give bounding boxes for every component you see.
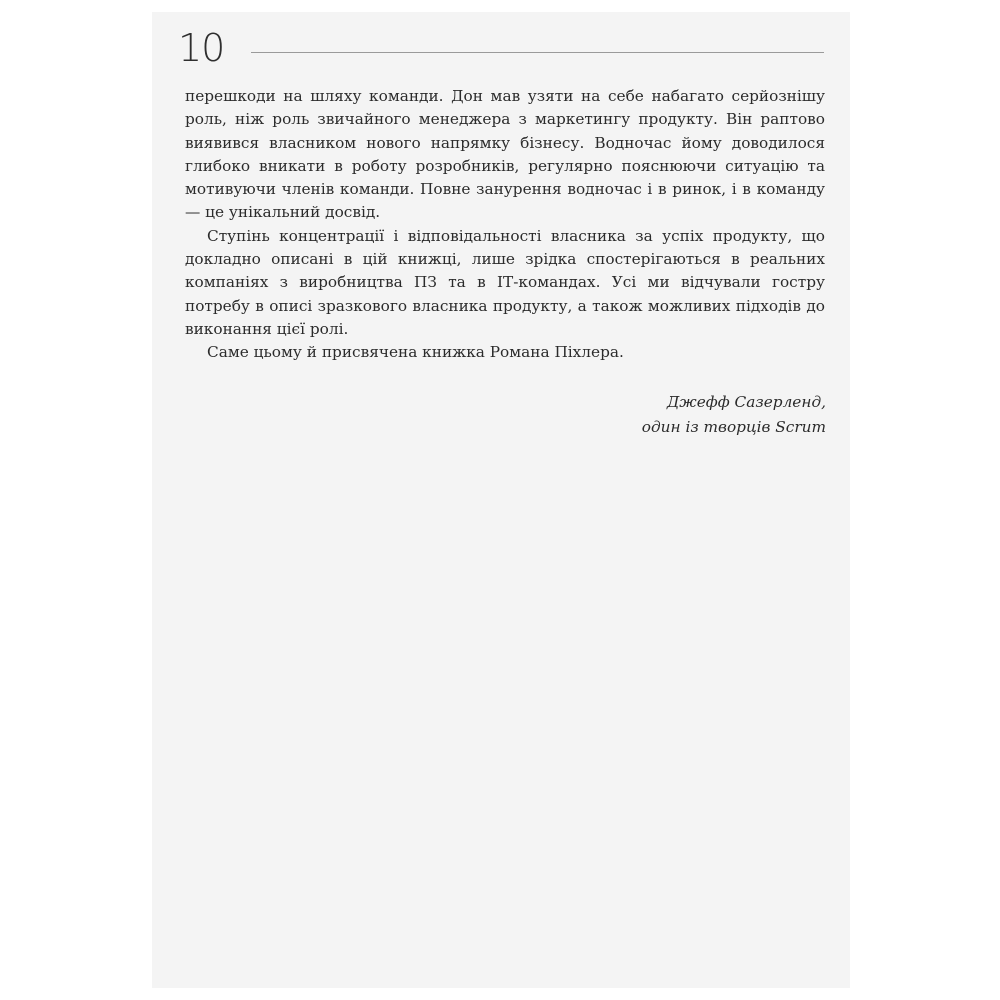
header-rule bbox=[251, 52, 824, 53]
paragraph: Ступінь концентрації і відповідальності власника за успіх продукту, що докладно описані в цій книжці, лише зрідка спостерігаються в реальних компаніях з виробництва ПЗ та в ІТ-командах. Усі ми відчували гостру потребу в описі зразкового власника продукту, а також можливих підходів до виконання цієї ролі. bbox=[185, 226, 825, 338]
body-text bbox=[185, 85, 825, 365]
paragraph: перешкоди на шляху команди. Дон мав узяти на себе набагато серйознішу роль, ніж роль звичайного менеджера з маркетингу продукту. Він раптово виявився власником нового напрямку бізнесу. Водночас йому доводилося глибоко вникати в роботу розробників, регулярно пояснюючи ситуацію та мотивуючи членів команди. Повне занурення водночас і в ринок, і в команду — це унікальний досвід. bbox=[185, 87, 825, 222]
book-page bbox=[152, 12, 850, 988]
page-number: 10 bbox=[178, 26, 225, 70]
signature-name: Джефф Сазерленд, bbox=[666, 393, 826, 411]
signature bbox=[642, 390, 826, 440]
signature-role: один із творців Scrum bbox=[641, 418, 826, 436]
paragraph: Саме цьому й присвячена книжка Романа Піхлера. bbox=[207, 343, 624, 362]
